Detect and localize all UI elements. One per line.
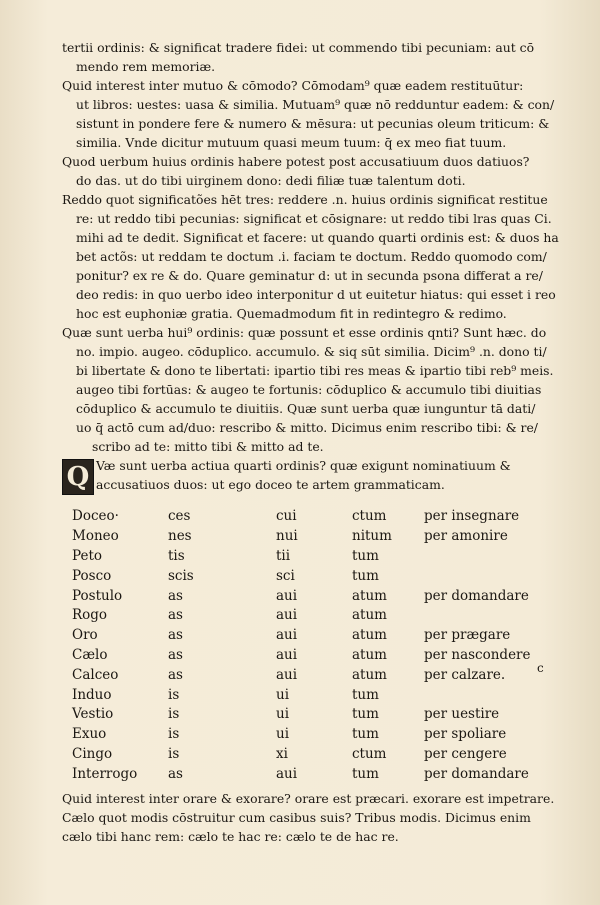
text-line: re: ut reddo tibi pecunias: significat et cōsignare: ut reddo tibi lras quas Ci. <box>76 211 552 226</box>
verb-perfect: aui <box>276 646 298 663</box>
verb-supine: atum <box>352 587 387 604</box>
text-line: accusatiuos duos: ut ego doceo te artem grammaticam. <box>96 477 445 492</box>
verb-form: Peto <box>72 547 103 564</box>
margin-mark: c <box>537 661 544 675</box>
verb-supine: atum <box>352 666 387 683</box>
verb-ending-2sg: as <box>168 765 183 782</box>
verb-row <box>72 665 574 685</box>
text-block-top <box>62 38 562 494</box>
verb-perfect: cui <box>276 508 297 525</box>
verb-perfect: ui <box>276 686 290 703</box>
verb-supine: ctum <box>352 508 387 525</box>
verb-form: Rogo <box>72 607 108 624</box>
verb-form: Moneo <box>72 528 119 545</box>
text-line: Quod uerbum huius ordinis habere potest post accusatiuum duos datiuos? <box>62 154 530 169</box>
verb-gloss <box>424 566 574 586</box>
verb-perfect: xi <box>276 745 288 762</box>
verb-form: Exuo <box>72 726 107 743</box>
text-line: Quæ sunt uerba hui⁹ ordinis: quæ possunt et esse ordinis qnti? Sunt hæc. do <box>62 325 547 340</box>
verb-form: Posco <box>72 567 112 584</box>
verb-ending-2sg: as <box>168 607 183 624</box>
text-line: tertii ordinis: & significat tradere fidei: ut commendo tibi pecuniam: aut cō <box>62 40 535 55</box>
text-line: mihi ad te dedit. Significat et facere: ut quando quarti ordinis est: & duos ha <box>76 230 559 245</box>
verb-gloss: per domandare <box>424 765 529 782</box>
text-line: no. impio. augeo. cōduplico. accumulo. & siq sūt similia. Dicim⁹ .n. dono ti/ <box>76 344 547 359</box>
verb-supine: atum <box>352 607 387 624</box>
verb-form: Induo <box>72 686 112 703</box>
verb-perfect: aui <box>276 607 298 624</box>
verb-supine: tum <box>352 765 379 782</box>
text-line: ut libros: uestes: uasa & similia. Mutuam⁹ quæ nō redduntur eadem: & con/ <box>76 97 555 112</box>
verb-perfect: ui <box>276 706 290 723</box>
verb-row <box>72 507 574 527</box>
verb-supine: tum <box>352 686 379 703</box>
verb-ending-2sg: as <box>168 587 183 604</box>
verb-form: Calceo <box>72 666 119 683</box>
text-line: ponitur? ex re & do. Quare geminatur d: ut in secunda psona differat a re/ <box>76 268 543 283</box>
verb-ending-2sg: is <box>168 706 180 723</box>
text-line: uo q̄ actō cum ad/duo: rescribo & mitto. Dicimus enim rescribo tibi: & re/ <box>76 420 538 435</box>
verb-perfect: ui <box>276 726 290 743</box>
verb-gloss: per calzare. <box>424 666 506 683</box>
verb-row <box>72 626 574 646</box>
verb-form: Oro <box>72 627 98 644</box>
text-line: Reddo quot significatões hēt tres: reddere .n. huius ordinis significat restitue <box>62 192 548 207</box>
verb-ending-2sg: as <box>168 666 183 683</box>
verb-perfect: sci <box>276 567 295 584</box>
verb-supine: tum <box>352 547 379 564</box>
verb-gloss <box>424 606 574 626</box>
verb-gloss <box>424 547 574 567</box>
text-line: augeo tibi fortūas: & augeo te fortunis: cōduplico & accumulo tibi diuitias <box>76 382 542 397</box>
verb-gloss <box>424 685 574 705</box>
text-line: cælo tibi hanc rem: cælo te hac re: cælo te de hac re. <box>62 829 399 844</box>
verb-gloss: per cengere <box>424 745 507 762</box>
verb-supine: tum <box>352 567 379 584</box>
verb-form: Cælo <box>72 646 108 663</box>
verb-ending-2sg: scis <box>168 567 194 584</box>
verb-perfect: aui <box>276 587 298 604</box>
verb-conjugation-table <box>72 507 574 784</box>
text-line: Væ sunt uerba actiua quarti ordinis? quæ exigunt nominatiuum & <box>96 458 511 473</box>
verb-row <box>72 685 574 705</box>
verb-row <box>72 705 574 725</box>
verb-form: Cingo <box>72 745 113 762</box>
verb-row <box>72 527 574 547</box>
verb-row <box>72 725 574 745</box>
verb-gloss: per insegnare <box>424 508 520 525</box>
text-line: scribo ad te: mitto tibi & mitto ad te. <box>92 439 324 454</box>
decorated-initial: Q <box>62 459 94 495</box>
verb-ending-2sg: as <box>168 646 183 663</box>
verb-supine: nitum <box>352 528 392 545</box>
text-line: deo redis: in quo uerbo ideo interponitur d ut euitetur hiatus: qui esset i reo <box>76 287 556 302</box>
verb-supine: atum <box>352 627 387 644</box>
text-line: mendo rem memoriæ. <box>76 59 216 74</box>
verb-gloss: per domandare <box>424 587 529 604</box>
text-line: Quid interest inter mutuo & cōmodo? Cōmodam⁹ quæ eadem restituūtur: <box>62 78 524 93</box>
verb-perfect: nui <box>276 528 298 545</box>
verb-form: Postulo <box>72 587 123 604</box>
verb-row <box>72 745 574 765</box>
verb-row <box>72 566 574 586</box>
text-line: bet actõs: ut reddam te doctum .i. faciam te doctum. Reddo quomodo com/ <box>76 249 547 264</box>
text-line: similia. Vnde dicitur mutuum quasi meum tuum: q̄ ex meo fiat tuum. <box>76 135 507 150</box>
verb-gloss: per nascondere <box>424 646 531 663</box>
verb-row <box>72 586 574 606</box>
verb-gloss: per spoliare <box>424 726 507 743</box>
verb-gloss: per uestire <box>424 706 500 723</box>
verb-perfect: aui <box>276 666 298 683</box>
verb-supine: tum <box>352 706 379 723</box>
verb-supine: tum <box>352 726 379 743</box>
verb-form: Doceo· <box>72 508 119 525</box>
verb-supine: ctum <box>352 745 387 762</box>
text-line: bi libertate & dono te libertati: ipartio tibi res meas & ipartio tibi reb⁹ meis. <box>76 363 554 378</box>
verb-gloss: per amonire <box>424 528 508 545</box>
verb-perfect: tii <box>276 547 291 564</box>
text-line: hoc est euphoniæ gratia. Quemadmodum fit in redintegro & redimo. <box>76 306 507 321</box>
text-line: Quid interest inter orare & exorare? orare est præcari. exorare est impetrare. <box>62 791 555 806</box>
verb-perfect: aui <box>276 765 298 782</box>
verb-ending-2sg: tis <box>168 547 185 564</box>
verb-row <box>72 764 574 784</box>
text-line: cōduplico & accumulo te diuitiis. Quæ sunt uerba quæ iunguntur tā dati/ <box>76 401 536 416</box>
verb-ending-2sg: is <box>168 726 180 743</box>
verb-ending-2sg: nes <box>168 528 192 545</box>
verb-gloss: per prægare <box>424 627 511 644</box>
verb-ending-2sg: ces <box>168 508 191 525</box>
verb-form: Interrogo <box>72 765 138 782</box>
verb-supine: atum <box>352 646 387 663</box>
text-line: sistunt in pondere fere & numero & mēsura: ut pecunias oleum triticum: & <box>76 116 550 131</box>
text-block-bottom <box>62 789 572 846</box>
verb-ending-2sg: is <box>168 745 180 762</box>
verb-row <box>72 606 574 626</box>
verb-row <box>72 547 574 567</box>
verb-row <box>72 646 574 666</box>
verb-perfect: aui <box>276 627 298 644</box>
verb-ending-2sg: is <box>168 686 180 703</box>
text-line: Cælo quot modis cōstruitur cum casibus suis? Tribus modis. Dicimus enim <box>62 810 531 825</box>
section-with-initial <box>62 456 562 494</box>
text-line: do das. ut do tibi uirginem dono: dedi filiæ tuæ talentum doti. <box>76 173 466 188</box>
verb-ending-2sg: as <box>168 627 183 644</box>
verb-form: Vestio <box>72 706 114 723</box>
